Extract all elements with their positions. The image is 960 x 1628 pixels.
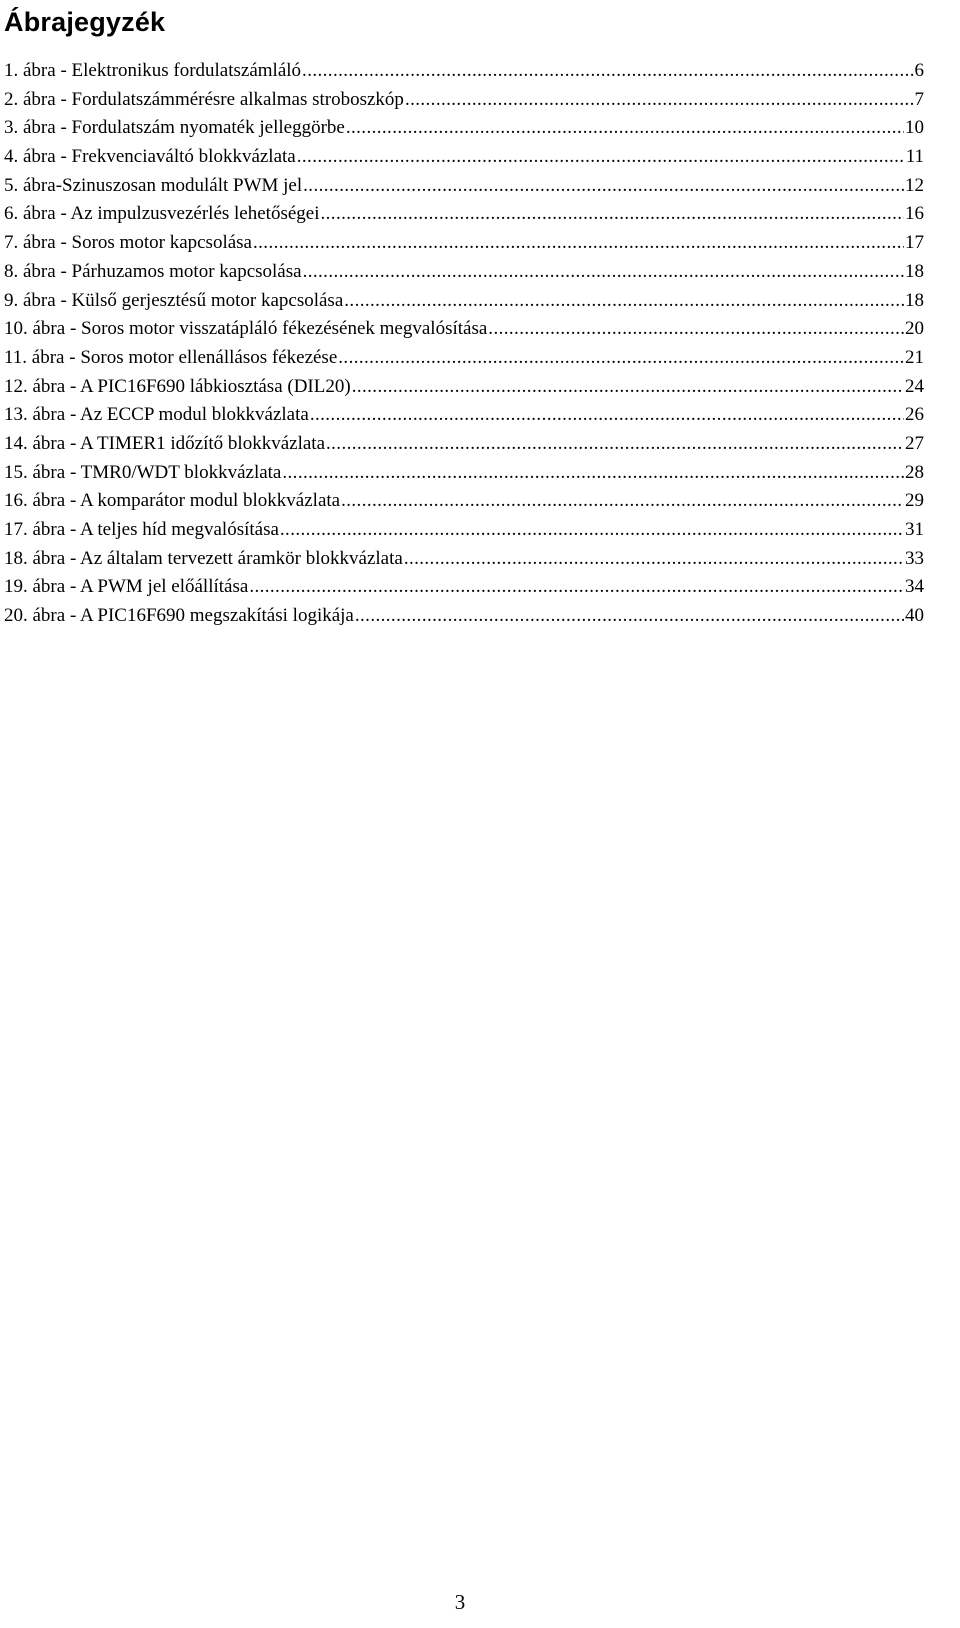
dot-leader (404, 545, 904, 574)
list-item (4, 545, 924, 574)
entry-page: 27 (905, 432, 924, 454)
dot-leader (282, 459, 904, 488)
dot-leader (253, 229, 904, 258)
figure-list (4, 57, 924, 631)
dot-leader (297, 143, 905, 172)
list-item (4, 602, 924, 631)
entry-page: 7 (914, 88, 924, 110)
list-item (4, 573, 924, 602)
entry-title: 1. ábra - Elektronikus fordulatszámláló (4, 60, 302, 81)
entry-page: 33 (905, 547, 924, 569)
dot-leader (355, 602, 904, 631)
dot-leader (303, 258, 904, 287)
dot-leader (326, 430, 904, 459)
entry-page: 26 (905, 404, 924, 426)
entry-page: 29 (905, 490, 924, 512)
dot-leader (405, 86, 914, 115)
entry-page: 21 (905, 346, 924, 368)
entry-page: 18 (905, 289, 924, 311)
page-title: Ábrajegyzék (4, 7, 166, 37)
list-item (4, 114, 924, 143)
list-item (4, 200, 924, 229)
entry-title: 13. ábra - Az ECCP modul blokkvázlata (4, 404, 309, 426)
entry-page: 16 (905, 203, 924, 225)
list-item (4, 344, 924, 373)
entry-page: 28 (905, 461, 924, 483)
entry-page: 20 (905, 318, 924, 340)
dot-leader (346, 114, 904, 143)
entry-page: 11 (905, 146, 924, 168)
list-item (4, 487, 924, 516)
entry-title: 16. ábra - A komparátor modul blokkvázlata (4, 490, 341, 512)
entry-title: 8. ábra - Párhuzamos motor kapcsolása (4, 260, 302, 282)
dot-leader (303, 172, 904, 201)
list-item (4, 459, 924, 488)
dot-leader (352, 373, 904, 402)
entry-page: 10 (905, 117, 924, 139)
entry-title: 15. ábra - TMR0/WDT blokkvázlata (4, 461, 282, 483)
list-item (4, 516, 924, 545)
entry-title: 12. ábra - A PIC16F690 lábkiosztása (DIL20) (4, 375, 351, 397)
list-item (4, 229, 924, 258)
entry-title: 17. ábra - A teljes híd megvalósítása (4, 519, 279, 540)
dot-leader (338, 344, 904, 373)
entry-title: 7. ábra - Soros motor kapcsolása (4, 232, 252, 254)
list-item (4, 172, 924, 201)
list-item (4, 86, 924, 115)
entry-title: 20. ábra - A PIC16F690 megszakítási logikája (4, 605, 354, 627)
entry-page: 6 (914, 60, 924, 81)
entry-title: 18. ábra - Az általam tervezett áramkör blokkvázlata (4, 547, 403, 569)
entry-title: 5. ábra-Szinuszosan modulált PWM jel (4, 174, 303, 196)
entry-page: 34 (905, 576, 924, 598)
list-item (4, 287, 924, 316)
entry-title: 11. ábra - Soros motor ellenállásos fékezése (4, 346, 338, 368)
list-item (4, 401, 924, 430)
entry-page: 24 (905, 375, 924, 397)
dot-leader (310, 401, 904, 430)
dot-leader (280, 516, 904, 545)
page-number: 3 (454, 1590, 466, 1614)
list-item (4, 430, 924, 459)
dot-leader (341, 487, 904, 516)
entry-page: 18 (905, 260, 924, 282)
list-item (4, 315, 924, 344)
entry-title: 9. ábra - Külső gerjesztésű motor kapcsolása (4, 289, 344, 311)
list-item (4, 143, 924, 172)
entry-title: 4. ábra - Frekvenciaváltó blokkvázlata (4, 146, 296, 168)
dot-leader (344, 287, 904, 316)
entry-title: 19. ábra - A PWM jel előállítása (4, 576, 249, 598)
entry-page: 31 (905, 519, 924, 540)
dot-leader (488, 315, 904, 344)
dot-leader (321, 200, 905, 229)
entry-title: 10. ábra - Soros motor visszatápláló fékezésének megvalósítása (4, 318, 488, 340)
entry-page: 17 (905, 232, 924, 254)
entry-page: 40 (905, 605, 924, 627)
entry-title: 2. ábra - Fordulatszámmérésre alkalmas stroboszkóp (4, 88, 404, 110)
list-item (4, 57, 924, 86)
dot-leader (249, 573, 904, 602)
entry-title: 3. ábra - Fordulatszám nyomaték jelleggörbe (4, 117, 345, 139)
entry-page: 12 (905, 174, 924, 196)
list-item (4, 373, 924, 402)
entry-title: 6. ábra - Az impulzusvezérlés lehetőségei (4, 203, 320, 225)
list-item (4, 258, 924, 287)
entry-title: 14. ábra - A TIMER1 időzítő blokkvázlata (4, 432, 325, 454)
dot-leader (302, 57, 913, 86)
